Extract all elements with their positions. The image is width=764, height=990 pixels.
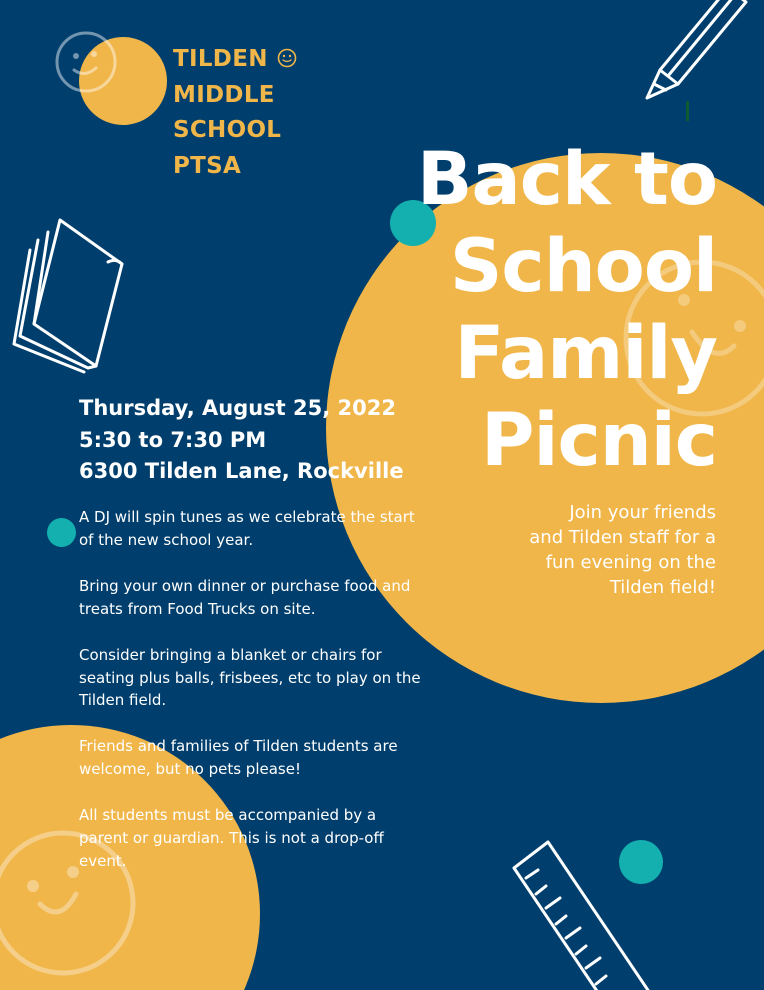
tagline-line: and Tilden staff for a xyxy=(529,527,716,548)
paragraph: Friends and families of Tilden students are welcome, but no pets please! xyxy=(79,737,398,779)
event-details xyxy=(79,393,404,488)
teal-dot-small xyxy=(47,518,76,547)
event-description xyxy=(79,506,424,896)
organization-line: TILDEN xyxy=(173,46,268,72)
smiley-icon xyxy=(54,30,118,94)
paragraph: Consider bringing a blanket or chairs for seating plus balls, frisbees, etc to play on the Tilden field. xyxy=(79,645,421,710)
organization-line: MIDDLE xyxy=(173,81,275,108)
tagline xyxy=(456,500,716,600)
paragraph: All students must be accompanied by a parent or guardian. This is not a drop-off event. xyxy=(79,806,384,870)
organization-line: SCHOOL xyxy=(173,117,282,143)
title-line: School xyxy=(449,224,717,309)
event-time: 5:30 to 7:30 PM xyxy=(79,427,267,452)
tagline-line: fun evening on the xyxy=(545,552,716,573)
event-location: 6300 Tilden Lane, Rockville xyxy=(79,459,404,483)
title-line: Picnic xyxy=(480,398,717,483)
event-date: Thursday, August 25, 2022 xyxy=(79,396,396,420)
organization-line: PTSA xyxy=(173,152,242,179)
ruler-icon xyxy=(510,838,680,990)
book-icon xyxy=(8,216,128,376)
title-line: Back to xyxy=(416,137,717,222)
organization-name xyxy=(173,42,281,184)
pencil-icon xyxy=(640,0,750,105)
tagline-line: Join your friends xyxy=(569,502,716,523)
paragraph: Bring your own dinner or purchase food and treats from Food Trucks on site. xyxy=(79,576,411,618)
tagline-line: Tilden field! xyxy=(609,577,716,598)
paragraph: A DJ will spin tunes as we celebrate the start of the new school year. xyxy=(79,508,415,549)
title-line: Family xyxy=(454,311,717,396)
